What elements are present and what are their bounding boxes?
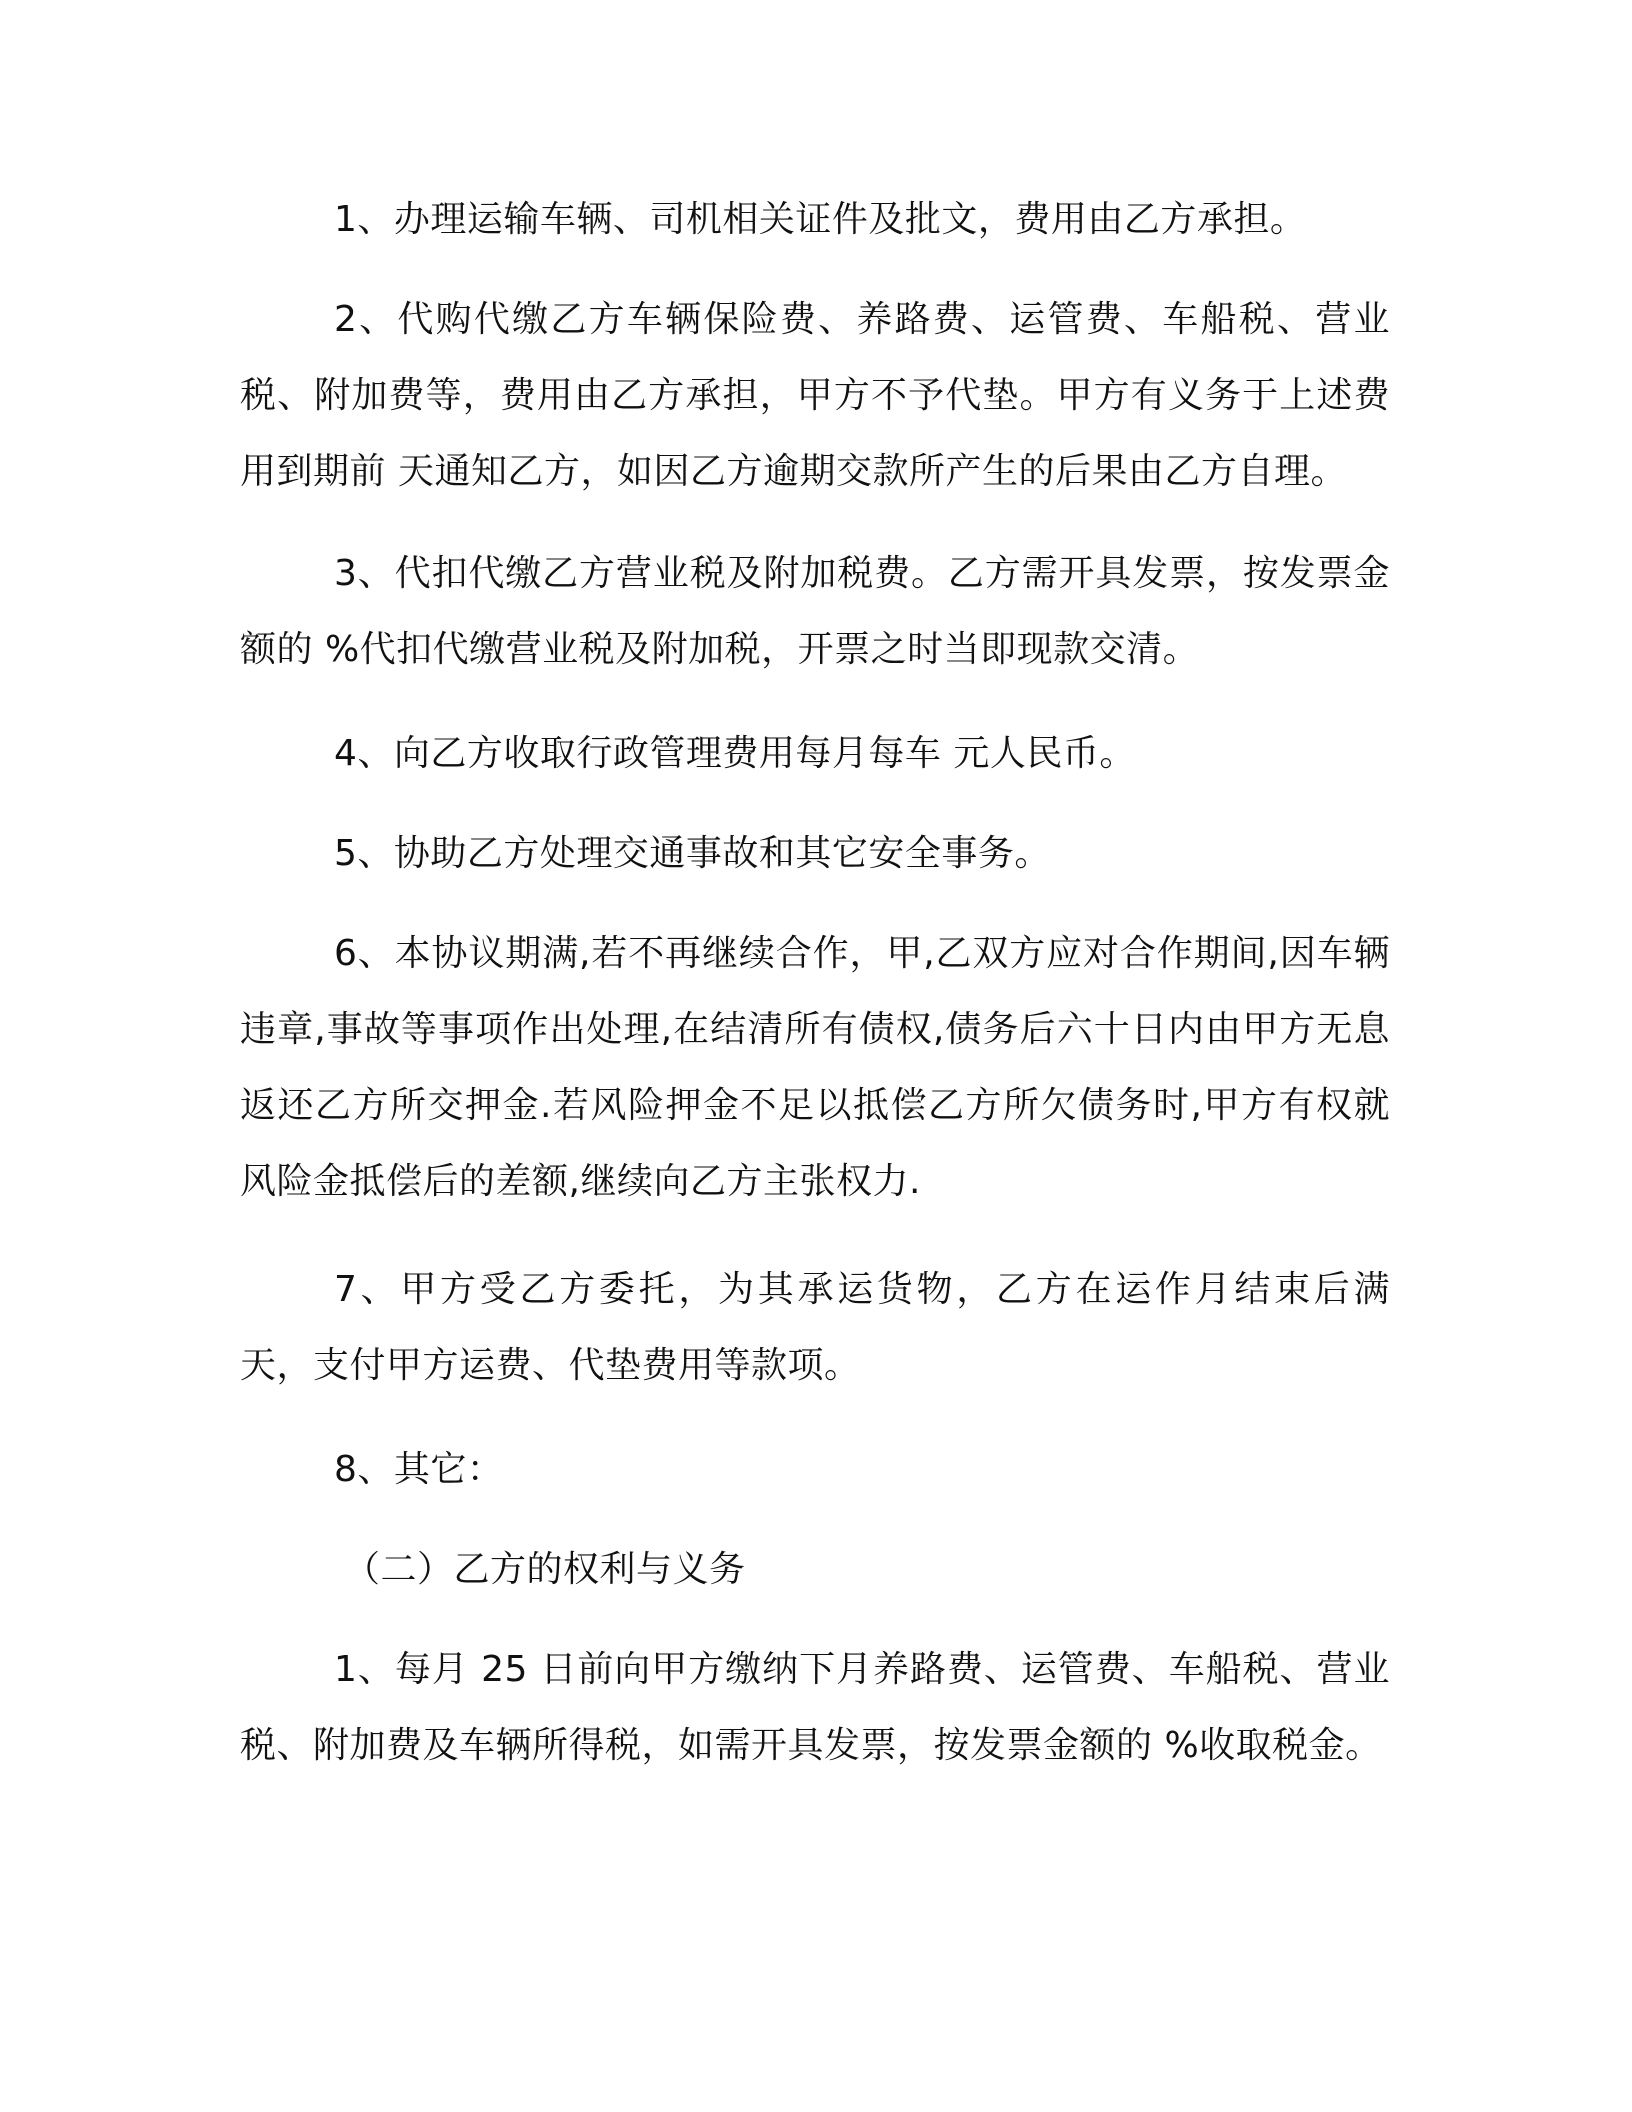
paragraph-1: 1、办理运输车辆、司机相关证件及批文，费用由乙方承担。 bbox=[334, 199, 1307, 240]
section-heading: （二）乙方的权利与义务 bbox=[344, 1549, 746, 1590]
paragraph-3: 3、代扣代缴乙方营业税及附加税费。乙方需开具发票，按发票金额的 %代扣代缴营业税及附加税，开票之时当即现款交清。 bbox=[240, 553, 1390, 670]
paragraph-4: 4、向乙方收取行政管理费用每月每车 元人民币。 bbox=[334, 733, 1136, 774]
paragraph-2: 2、代购代缴乙方车辆保险费、养路费、运管费、车船税、营业税、附加费等，费用由乙方承担，甲方不予代垫。甲方有义务于上述费用到期前 天通知乙方，如因乙方逾期交款所产生的后果由乙方自理。 bbox=[240, 299, 1390, 492]
paragraph-9: 1、每月 25 日前向甲方缴纳下月养路费、运管费、车船税、营业税、附加费及车辆所得税，如需开具发票，按发票金额的 %收取税金。 bbox=[240, 1649, 1390, 1766]
paragraph-7: 7、甲方受乙方委托，为其承运货物，乙方在运作月结束后满 天，支付甲方运费、代垫费用等款项。 bbox=[240, 1269, 1390, 1386]
document-page bbox=[240, 0, 1390, 2112]
paragraph-5: 5、协助乙方处理交通事故和其它安全事务。 bbox=[334, 833, 1051, 874]
paragraph-8: 8、其它： bbox=[334, 1449, 504, 1490]
paragraph-6: 6、本协议期满,若不再继续合作，甲,乙双方应对合作期间,因车辆违章,事故等事项作出处理,在结清所有债权,债务后六十日内由甲方无息返还乙方所交押金.若风险押金不足以抵偿乙方所欠债务时,甲方有权就风险金抵偿后的差额,继续向乙方主张权力. bbox=[240, 933, 1390, 1202]
